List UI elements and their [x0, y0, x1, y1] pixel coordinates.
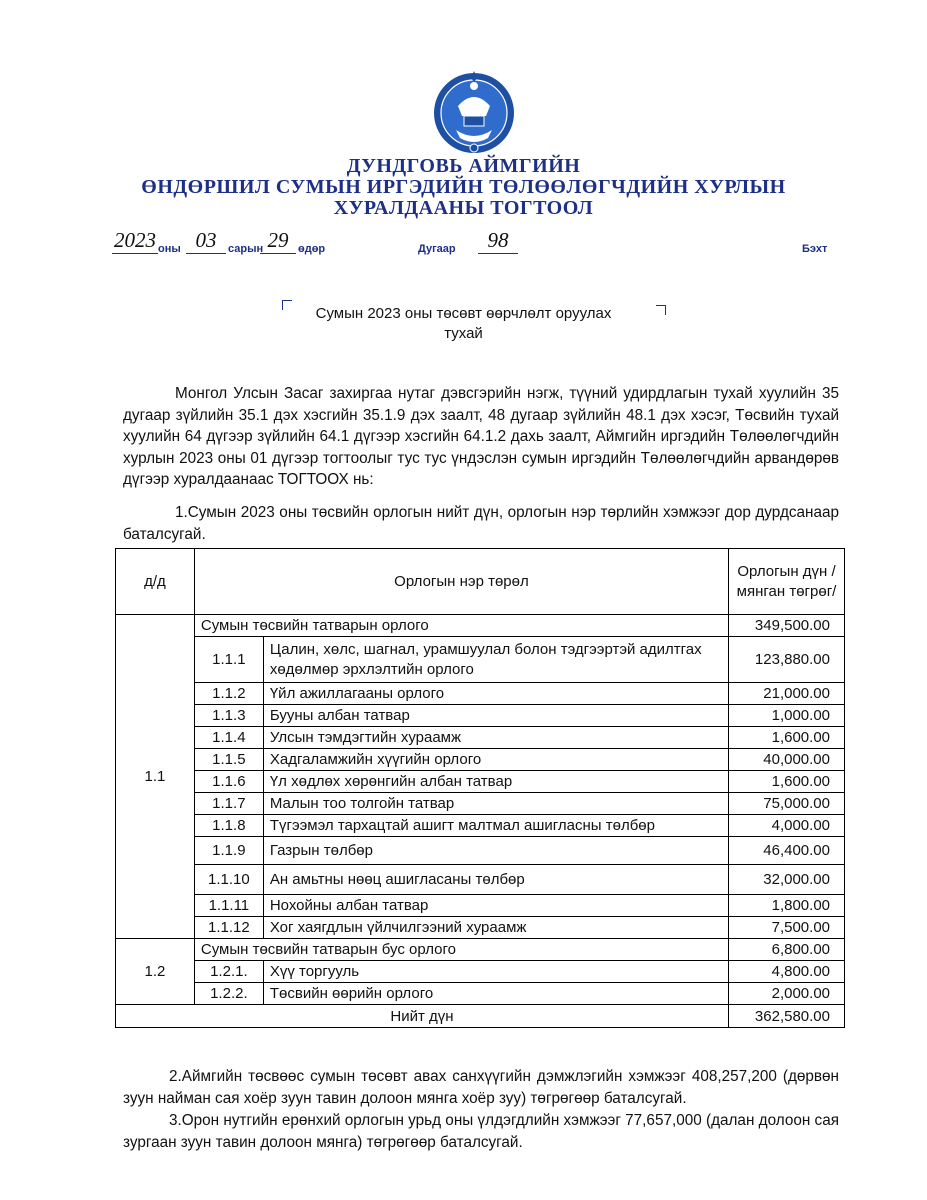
header-doc-type: ХУРАЛДААНЫ ТОГТООЛ — [333, 197, 594, 219]
meta-month: 03 — [186, 228, 226, 254]
group-2-amount: 6,800.00 — [729, 939, 845, 961]
header-amount: Орлогын дүн /мянган төгрөг/ — [729, 549, 845, 615]
table-row — [116, 749, 845, 771]
row-amount: 32,000.00 — [729, 865, 845, 895]
title-line-1: Сумын 2023 оны төсөвт өөрчлөлт оруулах — [315, 305, 612, 322]
group-1-amount: 349,500.00 — [729, 615, 845, 637]
row-name: Үл хөдлөх хөрөнгийн албан татвар — [263, 771, 728, 793]
table-row — [116, 705, 845, 727]
row-amount: 1,600.00 — [729, 771, 845, 793]
point-3-paragraph — [123, 1110, 839, 1153]
meta-number-label: Дугаар — [418, 243, 456, 255]
resolution-title — [0, 304, 927, 344]
row-amount: 1,000.00 — [729, 705, 845, 727]
table-row — [116, 961, 845, 983]
table-row — [116, 727, 845, 749]
table-row — [116, 793, 845, 815]
row-amount: 123,880.00 — [729, 637, 845, 683]
row-no: 1.1.2 — [194, 683, 263, 705]
row-no: 1.1.6 — [194, 771, 263, 793]
row-no: 1.1.8 — [194, 815, 263, 837]
row-name: Ан амьтны нөөц ашигласаны төлбөр — [263, 865, 728, 895]
row-name: Хог хаягдлын үйлчилгээний хураамж — [263, 917, 728, 939]
meta-number: 98 — [478, 228, 518, 254]
row-amount: 4,800.00 — [729, 961, 845, 983]
row-no: 1.1.12 — [194, 917, 263, 939]
row-amount: 21,000.00 — [729, 683, 845, 705]
row-no: 1.1.9 — [194, 837, 263, 865]
meta-month-suffix: сарын — [228, 243, 264, 255]
row-amount: 1,600.00 — [729, 727, 845, 749]
table-row — [116, 917, 845, 939]
point-3-text: 3.Орон нутгийн ерөнхий орлогын урьд оны үлдэгдлийн хэмжээг 77,657,000 (далан долоон сая зургаан зуун тавин долоон мянга) төгрөгөөр баталсугай. — [123, 1112, 839, 1151]
group-2-no: 1.2 — [116, 939, 195, 1005]
row-amount: 4,000.00 — [729, 815, 845, 837]
row-amount: 40,000.00 — [729, 749, 845, 771]
group-row — [116, 615, 845, 637]
meta-day-suffix: өдөр — [298, 243, 326, 255]
group-1-no: 1.1 — [116, 615, 195, 939]
point-1-text: 1.Сумын 2023 оны төсвийн орлогын нийт дүн, орлогын нэр төрлийн хэмжээг дор дурдсанаар баталсугай. — [123, 504, 839, 543]
row-amount: 2,000.00 — [729, 983, 845, 1005]
point-2-text: 2.Аймгийн төсвөөс сумын төсөвт авах санхүүгийн дэмжлэгийн хэмжээг 408,257,200 (дөрвөн зуун найман сая хоёр зуун тавин долоон мянга хоёр зуу) төгрөгөөр баталсугай. — [123, 1068, 839, 1107]
row-name: Хүү торгууль — [263, 961, 728, 983]
state-emblem — [428, 66, 520, 156]
row-no: 1.1.7 — [194, 793, 263, 815]
meta-day: 29 — [260, 228, 296, 254]
header-council: ӨНДӨРШИЛ СУМЫН ИРГЭДИЙН ТӨЛӨӨЛӨГЧДИЙН ХУРЛЫН — [141, 176, 786, 198]
row-name: Нохойны албан татвар — [263, 895, 728, 917]
row-name: Цалин, хөлс, шагнал, урамшуулал болон тэдгээртэй адилтгах хөдөлмөр эрхлэлтийн орлого — [263, 637, 728, 683]
group-2-name: Сумын төсвийн татварын бус орлого — [194, 939, 728, 961]
row-no: 1.1.1 — [194, 637, 263, 683]
total-row — [116, 1005, 845, 1028]
row-no: 1.1.10 — [194, 865, 263, 895]
row-no: 1.1.5 — [194, 749, 263, 771]
header-aimag: ДУНДГОВЬ АЙМГИЙН — [346, 155, 581, 177]
total-label: Нийт дүн — [116, 1005, 729, 1028]
row-no: 1.1.11 — [194, 895, 263, 917]
group-1-name: Сумын төсвийн татварын орлого — [194, 615, 728, 637]
group-row — [116, 939, 845, 961]
row-no: 1.1.4 — [194, 727, 263, 749]
meta-place: Бэхт — [802, 243, 828, 255]
row-name: Улсын тэмдэгтийн хураамж — [263, 727, 728, 749]
row-amount: 7,500.00 — [729, 917, 845, 939]
table-row — [116, 683, 845, 705]
row-name: Үйл ажиллагааны орлого — [263, 683, 728, 705]
row-name: Хадгаламжийн хүүгийн орлого — [263, 749, 728, 771]
meta-year: 2023 — [114, 228, 156, 252]
point-2-paragraph — [123, 1066, 839, 1109]
meta-year-suffix: оны — [158, 243, 181, 255]
revenue-table — [115, 548, 845, 1028]
table-row — [116, 637, 845, 683]
row-amount: 1,800.00 — [729, 895, 845, 917]
table-row — [116, 837, 845, 865]
table-row — [116, 983, 845, 1005]
table-row — [116, 771, 845, 793]
point-1-paragraph — [123, 502, 839, 545]
row-name: Төсвийн өөрийн орлого — [263, 983, 728, 1005]
row-name: Малын тоо толгойн татвар — [263, 793, 728, 815]
table-row — [116, 865, 845, 895]
meta-row — [112, 228, 842, 258]
row-no: 1.2.2. — [194, 983, 263, 1005]
table-row — [116, 815, 845, 837]
row-name: Түгээмэл тархацтай ашигт малтмал ашигласны төлбөр — [263, 815, 728, 837]
row-name: Газрын төлбөр — [263, 837, 728, 865]
row-amount: 46,400.00 — [729, 837, 845, 865]
total-amount: 362,580.00 — [729, 1005, 845, 1028]
row-name: Бууны албан татвар — [263, 705, 728, 727]
intro-paragraph — [123, 383, 839, 491]
row-amount: 75,000.00 — [729, 793, 845, 815]
title-line-2: тухай — [444, 325, 483, 342]
header-name: Орлогын нэр төрөл — [194, 549, 728, 615]
table-header-row — [116, 549, 845, 615]
intro-text: Монгол Улсын Засаг захиргаа нутаг дэвсгэрийн нэгж, түүний удирдлагын тухай хуулийн 35 дугаар зүйлийн 35.1 дэх хэсгийн 35.1.9 дэх заалт, 48 дугаар зүйлийн 48.1 дэх хэсэг, Төсвийн тухай хуулийн 64 дүгээр зүйлийн 64.1 дүгээр хэсгийн 64.1.2 дахь заалт, Аймгийн иргэдийн Төлөөлөгчдийн хурлын 2023 оны 01 дүгээр тогтоолыг тус тус үндэслэн сумын иргэдийн Төлөөлөгчдийн арвандөрөв дүгээр хуралдаанаас ТОГТООХ нь: — [123, 385, 839, 488]
row-no: 1.1.3 — [194, 705, 263, 727]
table-row — [116, 895, 845, 917]
header-no: д/д — [116, 549, 195, 615]
row-no: 1.2.1. — [194, 961, 263, 983]
